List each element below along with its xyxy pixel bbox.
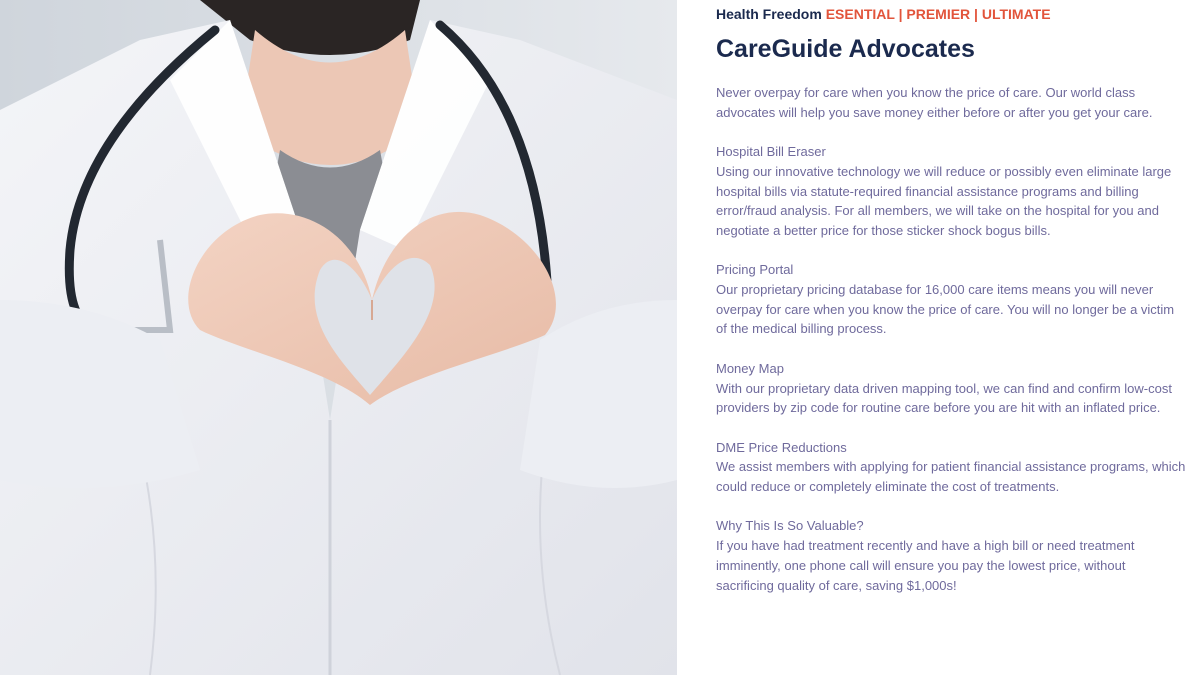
body-text: [716, 83, 1186, 615]
page-title: CareGuide Advocates: [716, 35, 975, 63]
section-money-map: [716, 359, 1186, 418]
brand-name: Health Freedom: [716, 6, 822, 22]
section-body: If you have had treatment recently and have a high bill or need treatment imminently, one phone call will ensure you pay the lowest price, without sacrificing quality of care, saving $1,000s!: [716, 538, 1135, 593]
section-heading: Pricing Portal: [716, 262, 794, 278]
section-hospital-bill-eraser: [716, 142, 1186, 241]
plan-tiers: ESENTIAL | PREMIER | ULTIMATE: [825, 6, 1051, 22]
section-heading: DME Price Reductions: [716, 439, 847, 455]
section-heading: Hospital Bill Eraser: [716, 144, 826, 160]
section-why-valuable: [716, 516, 1186, 595]
eyebrow: [716, 6, 1051, 22]
section-body: Our proprietary pricing database for 16,000 care items means you will never overpay for care when you know the price of care. You will no longer be a victim of the medical billing process.: [716, 282, 1175, 337]
section-heading: Money Map: [716, 360, 784, 376]
intro-paragraph: Never overpay for care when you know the price of care. Our world class advocates will help you save money either before or after you get your care.: [716, 85, 1153, 120]
section-body: We assist members with applying for patient financial assistance programs, which could reduce or completely eliminate the cost of treatments.: [716, 459, 1186, 494]
section-body: With our proprietary data driven mapping tool, we can find and confirm low-cost providers by zip code for routine care before you are hit with an inflated price.: [716, 380, 1172, 416]
section-body: Using our innovative technology we will reduce or possibly even eliminate large hospital bills via statute-required financial assistance programs and billing error/fraud analysis. For all members, we will take on the hospital for you and negotiate a better price for those sticker shock bogus bills.: [716, 163, 1172, 238]
section-heading: Why This Is So Valuable?: [716, 518, 864, 534]
section-pricing-portal: [716, 260, 1186, 339]
content-panel: [716, 0, 1186, 675]
section-dme-price-reductions: [716, 438, 1186, 497]
